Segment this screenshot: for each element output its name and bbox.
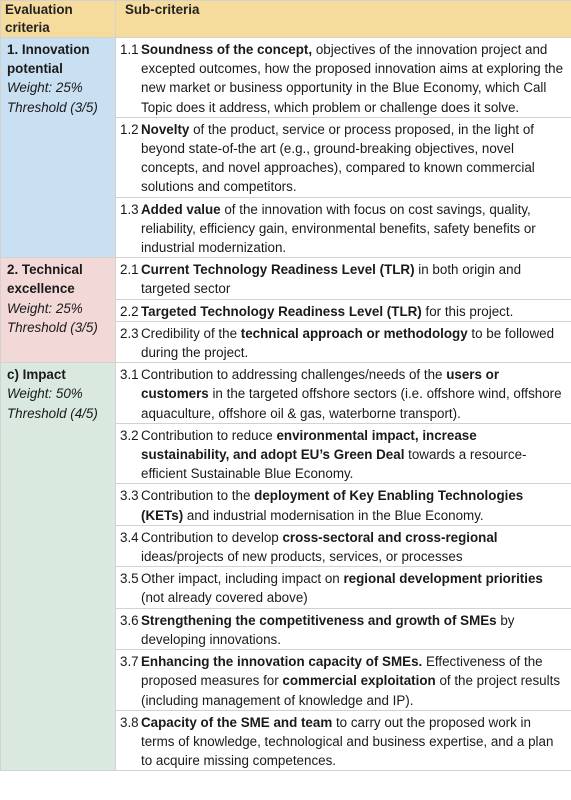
sub-criterion-cell <box>116 525 571 566</box>
sub-criterion-emphasis: technical approach or methodology <box>240 325 468 341</box>
sub-criterion-item <box>120 40 565 117</box>
table-body <box>1 38 571 771</box>
sub-criterion-number: 3.1 <box>120 367 139 383</box>
sub-criterion-emphasis: commercial exploitation <box>282 673 436 689</box>
header-evaluation-criteria: Evaluation criteria <box>1 1 116 38</box>
criterion-cell-impact <box>1 363 116 771</box>
criterion-weight: Weight: 25% <box>7 80 83 96</box>
criterion-threshold: Threshold (3/5) <box>7 319 98 335</box>
sub-criterion-fragment: Contribution to reduce <box>141 427 277 443</box>
sub-criterion-cell <box>116 38 571 118</box>
sub-criterion-text <box>141 120 565 197</box>
sub-criterion-cell <box>116 423 571 484</box>
sub-criterion-fragment: to carry out the proposed work in terms of knowledge, technological and business expertise, and a plan to acquire missing competences. <box>141 714 554 769</box>
sub-criterion-item <box>120 200 565 258</box>
sub-criterion-text <box>141 260 565 298</box>
sub-criterion-cell <box>116 117 571 197</box>
sub-criterion-item <box>120 528 565 566</box>
sub-criterion-fragment: Contribution to the <box>141 488 255 504</box>
sub-criterion-number: 2.2 <box>120 303 139 319</box>
sub-criterion-fragment: and industrial modernisation in the Blue Economy. <box>183 507 484 523</box>
sub-criterion-text <box>141 528 565 566</box>
criterion-threshold: Threshold (3/5) <box>7 99 98 115</box>
sub-criterion-fragment: Credibility of the <box>141 325 241 341</box>
sub-criterion-fragment: Effectiveness of the proposed measures for <box>141 654 543 689</box>
sub-criterion-text <box>141 365 565 423</box>
sub-criterion-fragment: of the product, service or process proposed, in the light of beyond state-of-the art (e.g., ground-breaking objectives, novel concepts, and novel approaches), compared to known commercial solutions and competitors. <box>141 121 535 195</box>
sub-criterion-fragment: of the innovation with focus on cost savings, quality, reliability, efficiency gain, environmental benefits, safety benefits or industrial modernization. <box>141 201 536 256</box>
sub-criterion-number: 3.2 <box>120 427 139 443</box>
sub-criterion-text <box>141 611 565 649</box>
sub-criterion-fragment: by developing innovations. <box>141 612 515 647</box>
sub-criterion-fragment: in the targeted offshore sectors (i.e. offshore wind, offshore aquaculture, offshore oil & gas, waterborne transport). <box>141 386 562 421</box>
sub-criterion-number: 3.3 <box>120 488 139 504</box>
sub-criterion-number: 3.7 <box>120 654 139 670</box>
sub-criterion-fragment: towards a resource-efficient Sustainable Blue Economy. <box>141 447 527 482</box>
sub-criterion-number: 3.4 <box>120 529 139 545</box>
sub-criterion-item <box>120 486 565 524</box>
sub-criterion-item <box>120 652 565 710</box>
sub-criterion-cell <box>116 197 571 258</box>
criterion-weight: Weight: 50% <box>7 386 83 402</box>
sub-criterion-fragment: in both origin and targeted sector <box>141 262 522 297</box>
sub-criterion-fragment: to be followed during the project. <box>141 325 555 361</box>
sub-criterion-emphasis: Current Technology Readiness Level (TLR) <box>141 262 415 278</box>
sub-criterion-item <box>120 426 565 484</box>
sub-criterion-number: 2.1 <box>120 262 139 278</box>
sub-criterion-item <box>120 569 565 607</box>
sub-criterion-text <box>141 713 565 771</box>
sub-criterion-item <box>120 611 565 649</box>
sub-criterion-cell <box>116 484 571 525</box>
sub-criterion-fragment: Other impact, including impact on <box>141 571 344 587</box>
sub-criterion-item <box>120 365 565 423</box>
sub-criterion-number: 3.8 <box>120 714 139 730</box>
criterion-cell-technical <box>1 258 116 363</box>
sub-criterion-number: 3.5 <box>120 571 139 587</box>
sub-criterion-emphasis: users or customers <box>141 367 500 402</box>
sub-criterion-item <box>120 120 565 197</box>
sub-criterion-fragment: ideas/projects of new products, services, or processes <box>141 549 463 565</box>
sub-criterion-cell <box>116 608 571 649</box>
sub-criterion-fragment: Contribution to develop <box>141 529 283 545</box>
sub-criterion-cell <box>116 650 571 711</box>
sub-criterion-fragment: of the project results (including management of knowledge and IP). <box>141 673 561 708</box>
sub-criterion-text <box>141 652 565 710</box>
sub-criterion-number: 1.1 <box>120 42 139 57</box>
sub-criterion-fragment: objectives of the innovation project and excepted outcomes, how the proposed innovation aims at exploring the new market or business opportunity in the Blue Economy, which Call Topic does it address, which problem or challenge does it solve. <box>141 42 564 115</box>
sub-criterion-emphasis: Enhancing the innovation capacity of SMEs. <box>141 654 423 670</box>
table-row <box>1 363 571 424</box>
table-row <box>1 38 571 118</box>
sub-criterion-number: 1.3 <box>120 201 139 217</box>
table-header-row <box>1 1 571 38</box>
sub-criterion-item <box>120 324 565 362</box>
header-sub-criteria: Sub-criteria <box>116 1 571 38</box>
sub-criterion-emphasis: cross-sectoral and cross-regional <box>282 529 498 545</box>
sub-criterion-cell <box>116 258 571 299</box>
sub-criterion-text <box>141 200 565 258</box>
criterion-threshold: Threshold (4/5) <box>7 405 98 421</box>
criterion-title: c) Impact <box>7 367 66 383</box>
criterion-title: 1. Innovation potential <box>7 42 90 77</box>
sub-criterion-text <box>141 569 565 607</box>
sub-criterion-fragment: for this project. <box>421 303 514 319</box>
sub-criterion-item <box>120 713 565 771</box>
sub-criterion-text <box>141 486 565 524</box>
sub-criterion-item <box>120 302 565 321</box>
sub-criterion-fragment: Contribution to addressing challenges/needs of the <box>141 367 447 383</box>
sub-criterion-text <box>141 40 565 117</box>
sub-criterion-text <box>141 324 565 362</box>
sub-criterion-emphasis: Targeted Technology Readiness Level (TLR) <box>141 303 422 319</box>
sub-criterion-emphasis: Strengthening the competitiveness and growth of SMEs <box>141 612 497 628</box>
sub-criterion-emphasis: Added value <box>141 201 221 217</box>
sub-criterion-item <box>120 260 565 298</box>
sub-criterion-emphasis: deployment of Key Enabling Technologies (KETs) <box>141 488 524 523</box>
sub-criterion-emphasis: Soundness of the concept, <box>141 42 313 57</box>
criterion-cell-innovation <box>1 38 116 258</box>
sub-criterion-cell <box>116 321 571 362</box>
table-row <box>1 258 571 299</box>
criterion-title: 2. Technical excellence <box>7 262 83 297</box>
sub-criterion-cell <box>116 299 571 321</box>
sub-criterion-emphasis: environmental impact, increase sustainability, and adopt EU’s Green Deal <box>141 427 477 463</box>
sub-criterion-number: 2.3 <box>120 325 139 341</box>
sub-criterion-text <box>141 426 565 484</box>
sub-criterion-fragment: (not already covered above) <box>141 590 308 606</box>
sub-criterion-cell <box>116 363 571 424</box>
sub-criterion-emphasis: Novelty <box>141 121 190 137</box>
sub-criterion-cell <box>116 567 571 608</box>
sub-criterion-number: 3.6 <box>120 612 139 628</box>
sub-criterion-emphasis: Capacity of the SME and team <box>141 714 333 730</box>
sub-criterion-number: 1.2 <box>120 121 139 137</box>
sub-criterion-cell <box>116 710 571 771</box>
sub-criterion-text <box>141 302 565 321</box>
criterion-weight: Weight: 25% <box>7 300 83 316</box>
sub-criterion-emphasis: regional development priorities <box>343 571 543 587</box>
